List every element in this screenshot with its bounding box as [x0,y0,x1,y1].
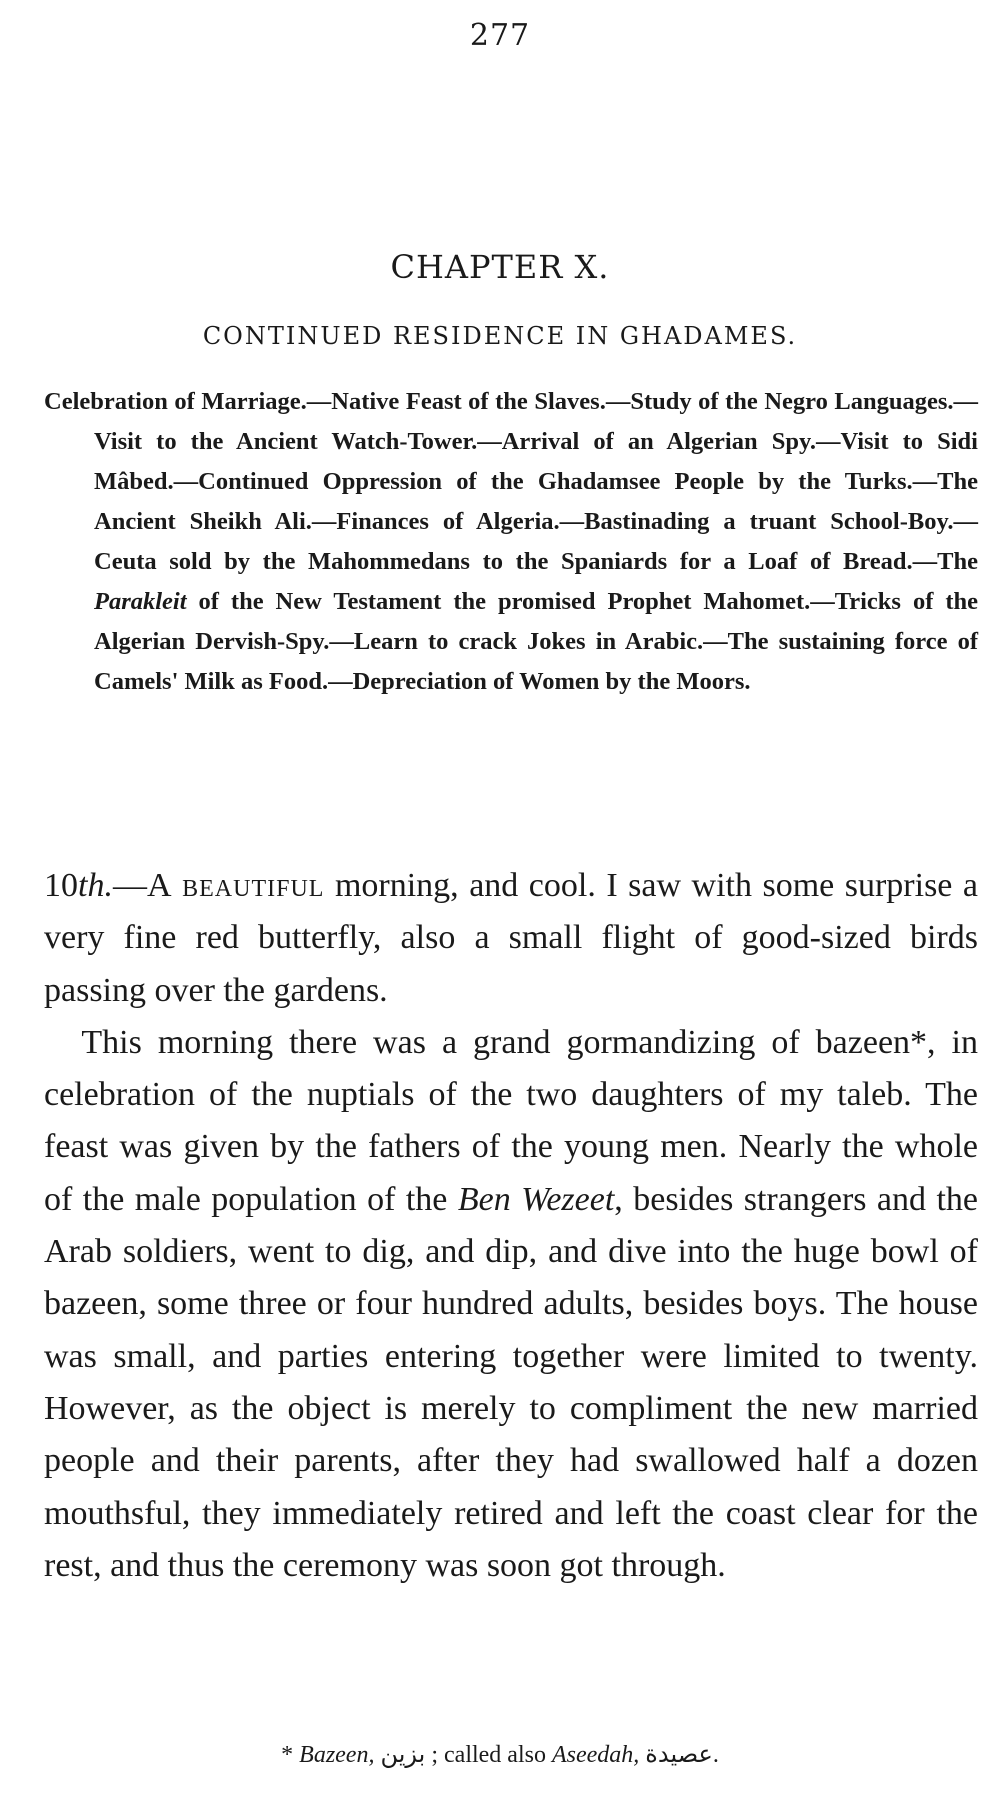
footnote-middle: ; called also [425,1742,552,1768]
paragraph-1-text: morning, and cool. I saw with some surprise a very fine red butterfly, also a small flight of good-sized birds passing over the gardens. [44,867,978,1009]
entry-date [44,867,78,904]
paragraph-1 [44,860,978,1017]
footnote-marker: * [281,1742,300,1768]
summary-text: Celebration of Marriage.—Native Feast of the Slaves.—Study of the Negro Languages.—Visit to the Ancient Watch-Tower.—Arrival of an Algerian Spy.—Visit to Sidi Mâbed.—Continued Oppression of the Ghadamsee People by the Turks.—The Ancient Sheikh Ali.—Finances of Algeria.—Bastinading a truant School-Boy.—Ceuta sold by the Mahommedans to the Spaniards for a Loaf of Bread.—The [44,388,978,575]
entry-date-text: th. [78,867,113,904]
chapter-summary [44,382,978,702]
footnote-term-2: Aseedah, [551,1742,640,1768]
footnote-end: . [712,1742,719,1768]
body-text [44,860,978,1592]
entry-date-number: 10 [44,867,78,904]
summary-italic-term: Parakleit [94,588,187,615]
chapter-title: CHAPTER X. [390,248,610,286]
paragraph-2-italic: Ben Wezeet [457,1180,615,1218]
footnote-arabic-2: عصيدة [645,1740,713,1768]
summary-text-rest: of the New Testament the promised Prophet Mahomet.—Tricks of the Algerian Dervish-Spy.—Learn to crack Jokes in Arabic.—The sustaining force of Camels' Milk as Food.—Depreciation of Women by the Moors. [94,588,978,695]
paragraph-2-text-a: This morning there was a grand gormandizing of bazeen*, in celebration of the nuptials of the two daughters of my taleb. The feast was given by the fathers of the young men. Nearly the whole of the male population of the [44,1023,978,1218]
chapter-subtitle: CONTINUED RESIDENCE IN GHADAMES. [202,322,798,350]
opening-words: A beautiful [146,867,325,904]
paragraph-2 [44,1017,978,1592]
entry-dash: — [112,867,147,904]
paragraph-2-text-b: , besides strangers and the Arab soldiers, went to dig, and dip, and dive into the huge bowl of bazeen, some three or four hundred adults, besides boys. The house was small, and parties entering together were limited to twenty. However, as the object is merely to compliment the new married people and their parents, after they had swallowed half a dozen mouthsful, they immediately retired and left the coast clear for the rest, and thus the ceremony was soon got through. [44,1180,978,1584]
footnote [0,1740,1000,1769]
page-number: 277 [469,18,531,53]
footnote-term: Bazeen, [299,1742,375,1768]
footnote-arabic-1: بزين [380,1740,426,1768]
